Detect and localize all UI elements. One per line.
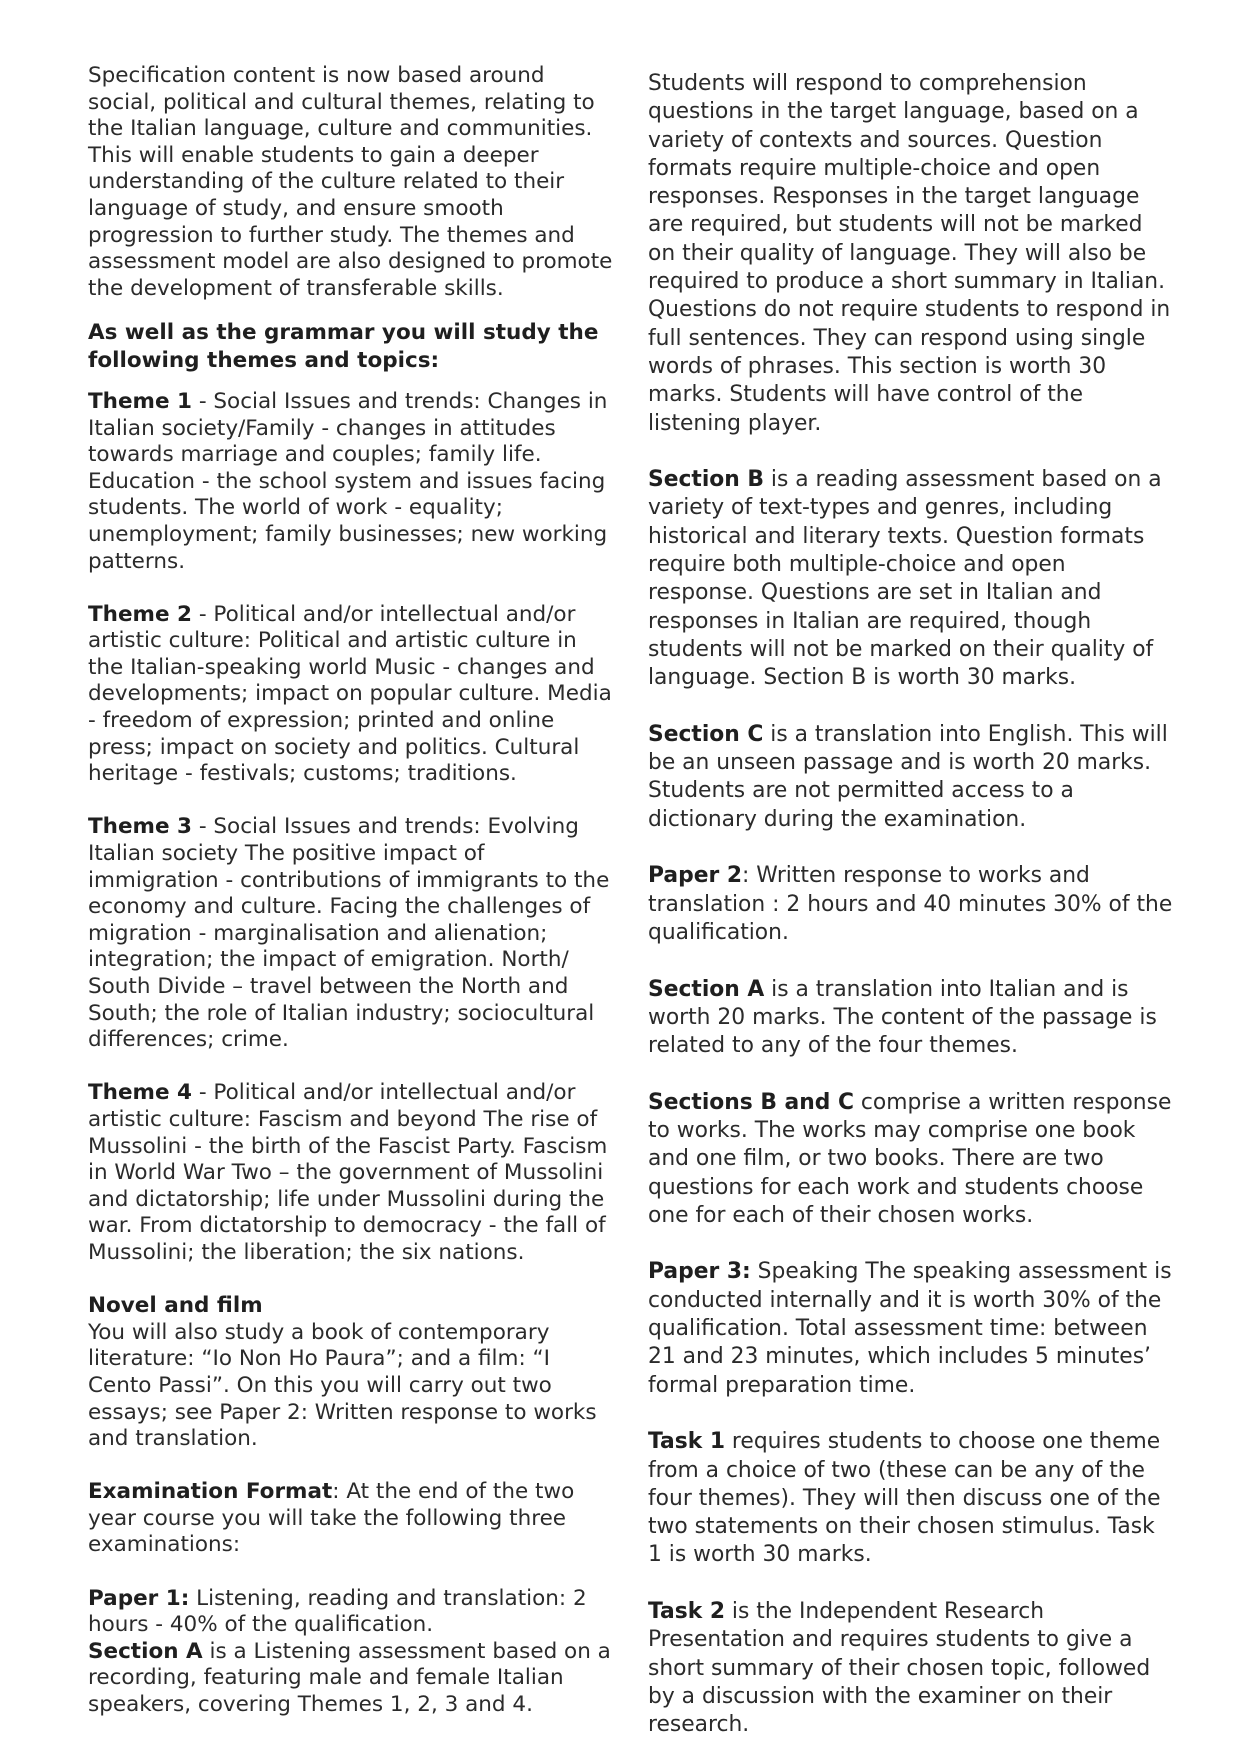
theme-1-text: - Social Issues and trends: Changes in Italian society/Family - changes in attitudes towards marriage and couples; family life. Education - the school system and issues facing students. The world of work - equality; unemployment; family businesses; new working patterns. [88, 388, 608, 574]
paper-3-paragraph [648, 1258, 1173, 1399]
exam-format-text: : At the end of the two year course you will take the following three examinations: [88, 1479, 575, 1558]
task-2-paragraph [648, 1598, 1173, 1739]
section-b-label: Section B [648, 467, 764, 493]
sections-b-c-paragraph [648, 1089, 1173, 1230]
theme-2-text: - Political and/or intellectual and/or artistic culture: Political and artistic culture in the Italian-speaking world Music - changes and developments; impact on popular culture. Media - freedom of expression; printed and online press; impact on society and politics. Cultural heritage - festivals; customs; traditions. [88, 601, 612, 787]
paper-2-section-a-label: Section A [648, 976, 765, 1002]
paper-2-section-a-text: is a translation into Italian and is worth 20 marks. The content of the passage is related to any of the four themes. [648, 976, 1157, 1059]
paper-3-text: Speaking The speaking assessment is conducted internally and it is worth 30% of the qualification. Total assessment time: between 21 and 23 minutes, which includes 5 minutes’ formal preparation time. [648, 1259, 1172, 1398]
paper-2-paragraph [648, 862, 1173, 947]
themes-heading: As well as the grammar you will study the following themes and topics: [88, 319, 599, 373]
task-1-paragraph [648, 1428, 1173, 1569]
section-c-text: is a translation into English. This will be an unseen passage and is worth 20 marks. Students are not permitted access to a dictionary during the examination. [648, 721, 1168, 832]
section-b-text: is a reading assessment based on a variety of text-types and genres, including historical and literary texts. Question formats require both multiple-choice and open response. Questions are set in Italian and responses in Italian are required, though students will not be marked on their quality of language. Section B is worth 30 marks. [648, 467, 1162, 691]
theme-2-label: Theme 2 [88, 601, 192, 627]
task-1-text: requires students to choose one theme from a choice of two (these can be any of the four themes). They will then discuss one of the two statements on their chosen stimulus. Task 1 is worth 30 marks. [648, 1429, 1161, 1568]
section-c-label: Section C [648, 721, 764, 747]
task-2-label: Task 2 [648, 1599, 725, 1625]
theme-2-paragraph [88, 602, 613, 788]
left-column [88, 63, 613, 1719]
sections-b-c-text: comprise a written response to works. The works may comprise one book and one film, or two books. There are two questions for each work and students choose one for each of their chosen works. [648, 1089, 1172, 1228]
novel-film-paragraph [88, 1293, 613, 1453]
paper-2-label: Paper 2 [648, 863, 742, 889]
section-a-label: Section A [88, 1638, 203, 1664]
paper-2-text: : Written response to works and translation : 2 hours and 40 minutes 30% of the qualification. [648, 863, 1173, 945]
right-column [648, 70, 1173, 1740]
paper-2-section-a-paragraph [648, 976, 1173, 1061]
novel-film-text: You will also study a book of contemporary literature: “Io Non Ho Paura”; and a film: “I Cento Passi”. On this you will carry out two essays; see Paper 2: Written response to works and translation. [88, 1319, 597, 1452]
theme-1-paragraph [88, 389, 613, 575]
section-a-paragraph [88, 1639, 613, 1719]
paper-1-text: Listening, reading and translation: 2 hours - 40% of the qualification. [88, 1585, 587, 1638]
novel-film-label: Novel and film [88, 1293, 263, 1319]
task-1-label: Task 1 [648, 1429, 725, 1455]
theme-4-label: Theme 4 [88, 1080, 192, 1106]
theme-4-text: - Political and/or intellectual and/or artistic culture: Fascism and beyond The rise of Mussolini - the birth of the Fascist Party. Fascism in World War Two – the government of Mussolini and dictatorship; life under Mussolini during the war. From dictatorship to democracy - the fall of Mussolini; the liberation; the six nations. [88, 1080, 608, 1265]
exam-format-label: Examination Format [88, 1479, 333, 1505]
task-2-text: is the Independent Research Presentation and requires students to give a short summary of their chosen topic, followed by a discussion with the examiner on their research. [648, 1599, 1151, 1738]
paper-3-label: Paper 3: [648, 1259, 751, 1285]
section-a-text: is a Listening assessment based on a recording, featuring male and female Italian speakers, covering Themes 1, 2, 3 and 4. [88, 1638, 611, 1718]
theme-1-label: Theme 1 [88, 388, 192, 414]
theme-4-paragraph [88, 1080, 613, 1266]
theme-3-label: Theme 3 [88, 814, 192, 840]
theme-3-paragraph [88, 814, 613, 1053]
section-c-paragraph [648, 721, 1173, 834]
exam-format-paragraph [88, 1479, 613, 1559]
theme-3-text: - Social Issues and trends: Evolving Italian society The positive impact of immigration - contributions of immigrants to the economy and culture. Facing the challenges of migration - marginalisation and alienation; integration; the impact of emigration. North/ South Divide – travel between the North and South; the role of Italian industry; sociocultural differences; crime. [88, 814, 610, 1053]
paper-1-label: Paper 1: [88, 1585, 190, 1611]
intro-paragraph: Specification content is now based around social, political and cultural themes, relating to the Italian language, culture and communities. This will enable students to gain a deeper understanding of the culture related to their language of study, and ensure smooth progression to further study. The themes and assessment model are also designed to promote the development of transferable skills. [88, 63, 613, 301]
section-b-paragraph [648, 466, 1173, 692]
comprehension-paragraph: Students will respond to comprehension questions in the target language, based on a variety of contexts and sources. Question formats require multiple-choice and open responses. Responses in the target language are required, but students will not be marked on their quality of language. They will also be required to produce a short summary in Italian. Questions do not require students to respond in full sentences. They can respond using single words of phrases. This section is worth 30 marks. Students will have control of the listening player. [648, 71, 1171, 436]
sections-b-c-label: Sections B and C [648, 1089, 854, 1115]
paper-1-paragraph [88, 1586, 613, 1639]
